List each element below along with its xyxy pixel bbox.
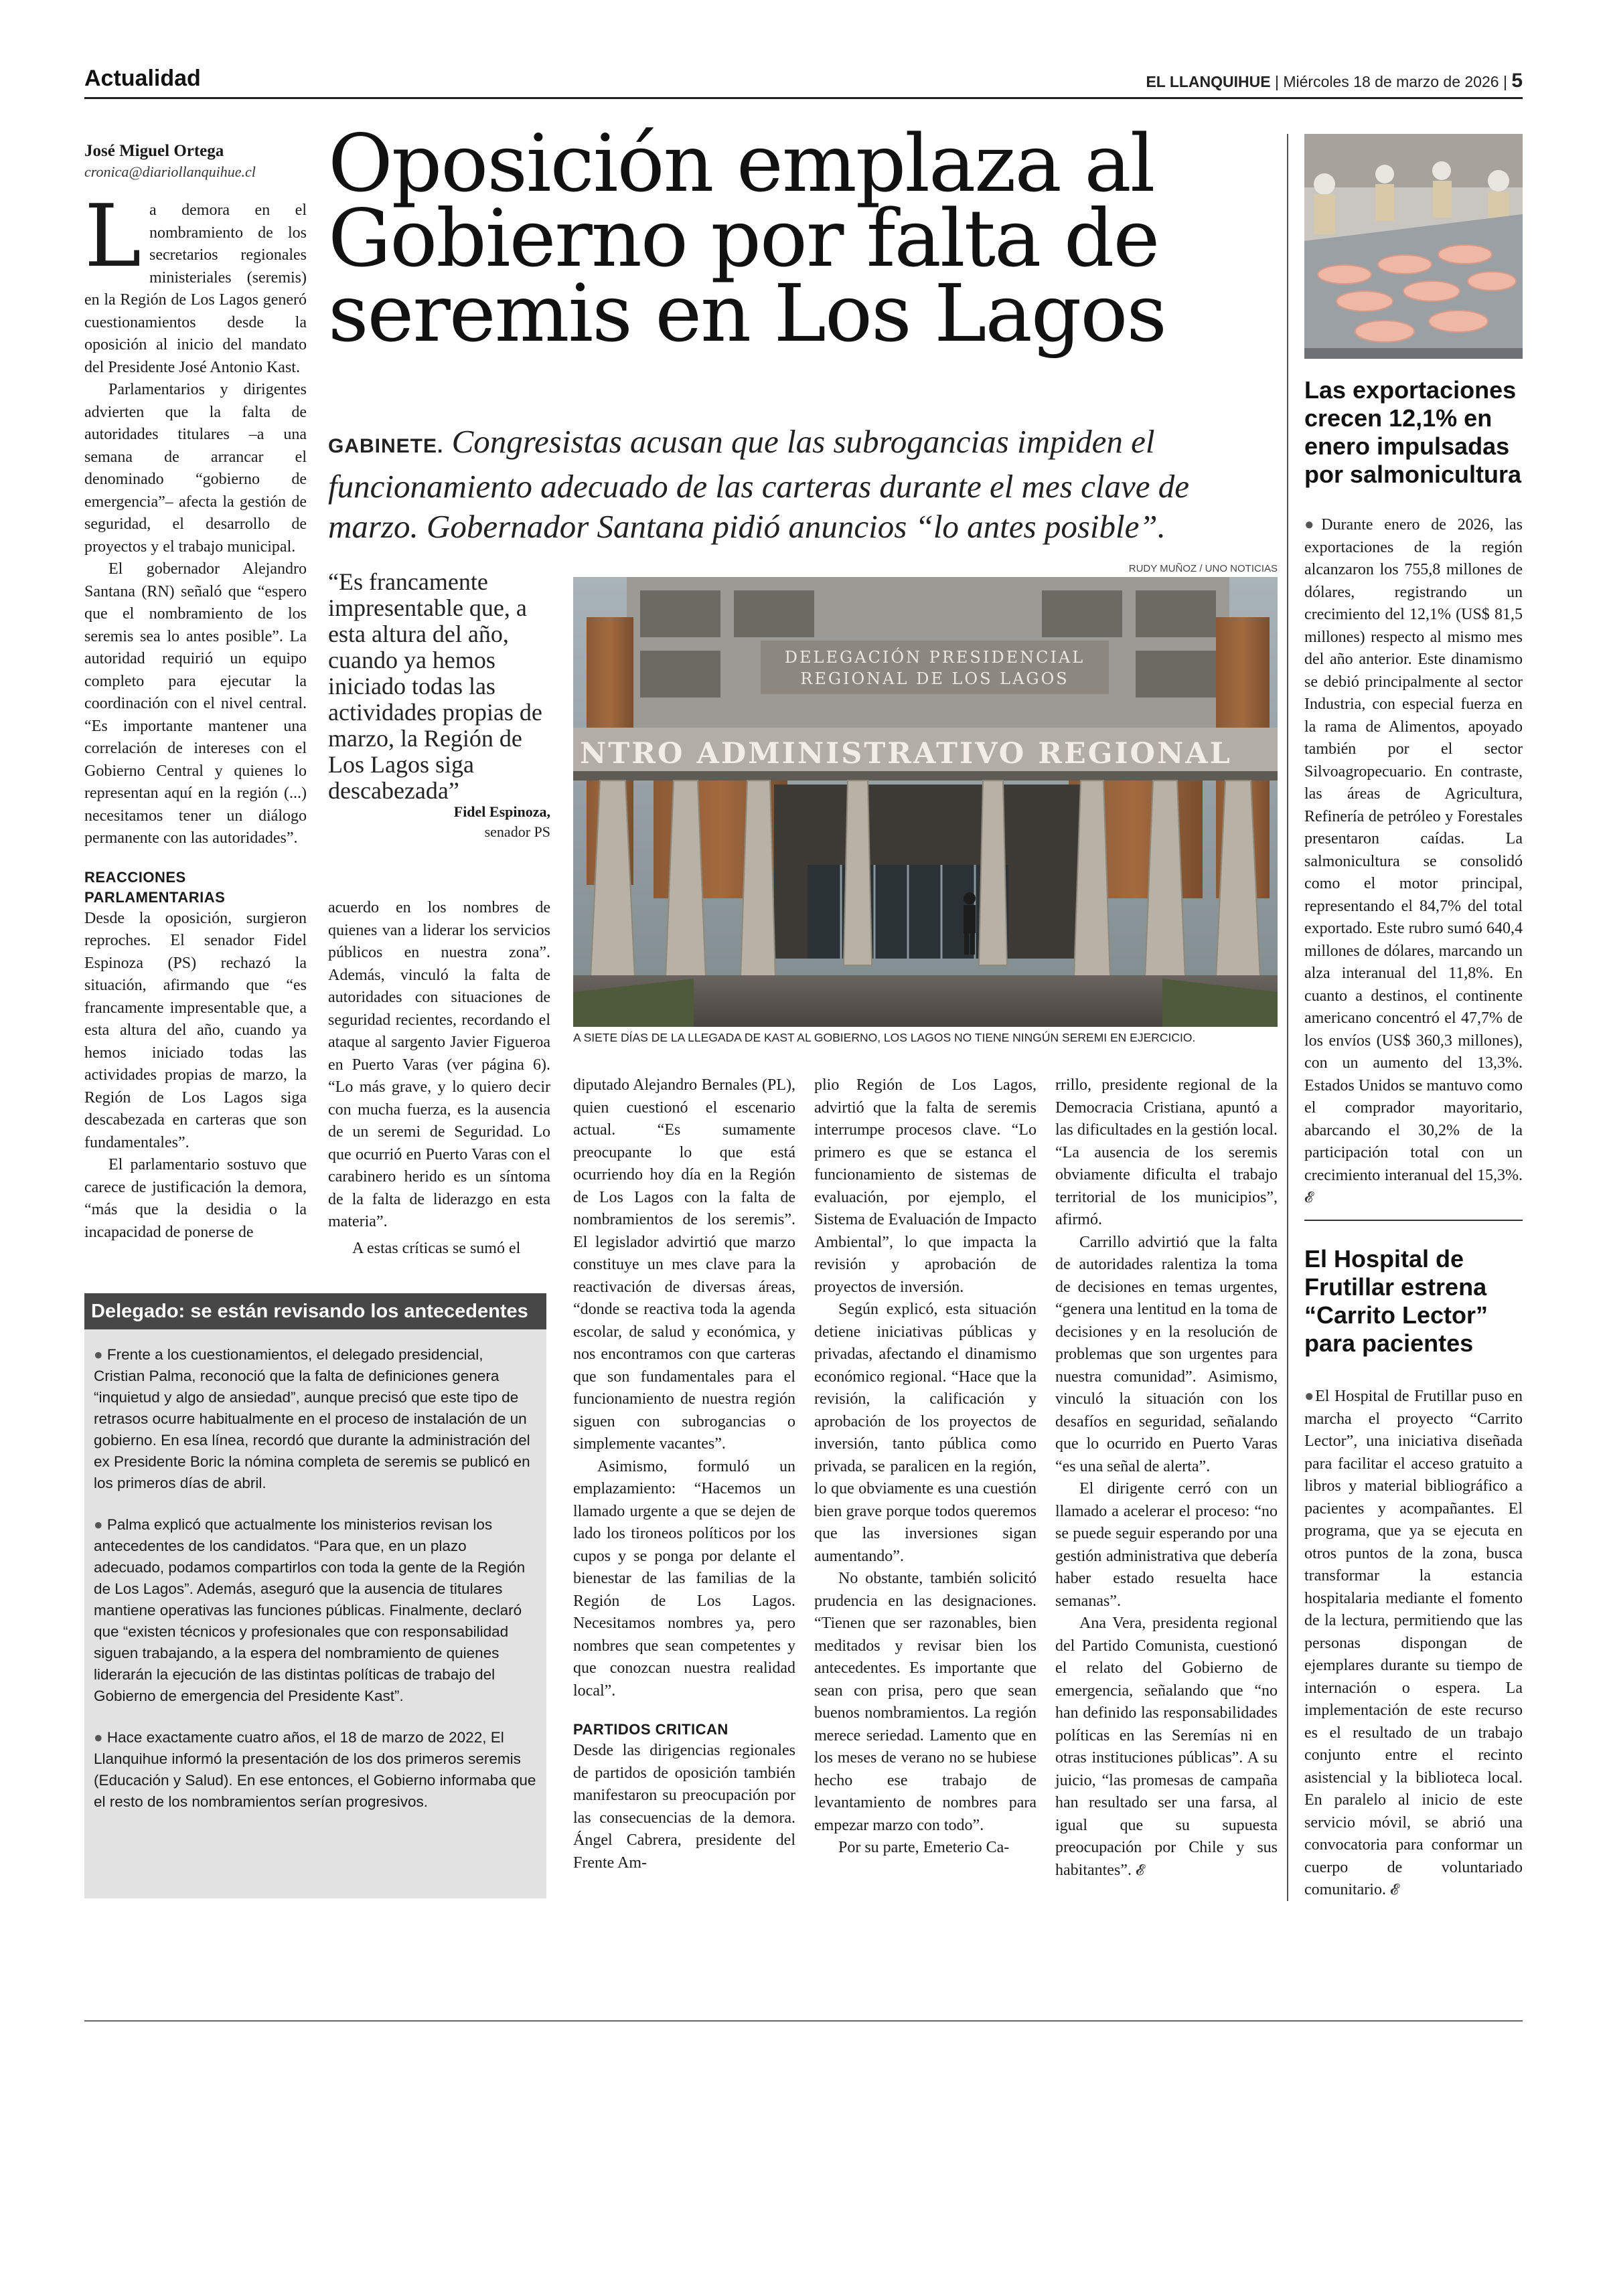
brief-headline-hospital: El Hospital de Frutillar estrena “Carrito Lector” para pacientes [1304,1245,1488,1357]
building-illustration [573,577,1278,1027]
pull-quote-role: senador PS [484,823,550,840]
byline-email: cronica@diariollanquihue.cl [84,163,256,180]
issue-date: Miércoles 18 de marzo de 2026 [1283,73,1499,90]
sidebar-bullet-item: ● Palma explicó que actualmente los ministerios revisan los antecedentes de los candidatos. “Para que, en un plazo adecuado, podamos compartirlos con toda la gente de la Región de Los Lagos”. Además, aseguró que la ausencia de titulares mantiene operativas las funciones públicas. Finalmente, declaró que “existen técnicos y profesionales que con responsabilidad siguen trabajando, a la espera del nombramiento de quienes liderarán la ejecución de las distintas políticas de trabajo del Gobierno de emergencia del Presidente Kast”. [94,1516,526,1704]
building-photo [573,577,1278,1027]
article-paragraph: Según explicó, esta situación detiene iniciativas públicas y privadas, afectando el dinamismo económico regional. “Hace que la revisión, la calificación y aprobación de los proyectos de inversión, tanto pública como privada, se paralicen en la región, lo que obviamente es una cuestión bien grave porque todos queremos que las inversiones sigan aumentando”. [814,1301,1037,1565]
separator: | [1503,73,1512,90]
article-paragraph: Carrillo advirtió que la falta de autoridades ralentiza la toma de decisiones en temas urgentes, “genera una lentitud en la toma de decisiones y en la resolución de problemas que son urgentes para nuestra comunidad”. Asimismo, vinculó la situación con los desafíos en seguridad, señalando que lo ocurrido en Puerto Varas “es una señal de alerta”. [1055,1233,1278,1475]
article-paragraph: Parlamentarios y dirigentes advierten que la falta de autoridades titulares –a una semana de arrancar el denominado “gobierno de emergencia”– afecta la gestión de seguridad, el desarrollo de proyectos y el trabajo municipal. [84,381,307,556]
header-divider [84,97,1523,99]
article-paragraph: El gobernador Alejandro Santana (RN) señaló que “espero que el nombramiento de los seremis sea lo antes posible”. La autoridad requirió un equipo completo para ejecutar la coordinación con el nivel central. “Es importante mantener una correlación de intereses con el Gobierno Central y quienes lo representan aquí en la región (...) necesitamos tener un diálogo permanente con las autoridades”. [84,560,307,847]
salmon-plant-photo [1304,134,1523,359]
bullet-icon: ● [94,1516,103,1533]
article-column-5 [1055,1074,1278,1882]
pull-quote-author: Fidel Espinoza, [453,803,550,820]
brief-body-hospital: ●El Hospital de Frutillar puso en marcha el proyecto “Carrito Lector”, una iniciativa diseñada para facilitar el acceso gratuito a libros y material bibliográfico a pacientes y acompañantes. El programa, que ya se ejecuta en otros puntos de la zona, busca transformar la estancia hospitalaria mediante el fomento de la lectura, permitiendo que las personas dispongan de ejemplares durante su tiempo de internación o espera. La implementación de este recurso es el resultado de un trabajo conjunto entre el recinto asistencial y la biblioteca local. En paralelo al inicio de este servicio móvil, se abrió una convocatoria para conformar un cuerpo de voluntariado comunitario. 𝓔 [1304,1388,1523,1898]
brief-body-exports: ●Durante enero de 2026, las exportaciones de la región alcanzaron los 755,8 millones de dólares, registrando un crecimiento del 12,1% (US$ 81,5 millones) respecto al mismo mes del año anterior. Este dinamismo se debió principalmente al sector Industria, con especial fuerza en la rama de Alimentos, apoyado también por el sector Silvoagropecuario. En contraste, las áreas de Agricultura, Refinería de petróleo y Forestales presentaron caídas. La salmonicultura se consolidó como el motor principal, representando el 84,7% del total exportado. Este rubro sumó 640,4 millones de dólares, marcando un alza interanual del 11,8%. En cuanto a destinos, el continente americano concentró el 47,7% de los envíos (US$ 360,3 millones), con un aumento del 13,3%. Estados Unidos se mantuvo como el comprador mayoritario, abarcando el 30,2% de la participación total con un crecimiento interanual del 15,3%. 𝓔 [1304,516,1523,1206]
page-header-info [1146,70,1523,92]
bullet-icon: ● [94,1729,103,1746]
lead-paragraph: La demora en el nombramiento de los secretarios regionales ministeriales (seremis) en la Región de Los Lagos generó cuestionamientos desde la oposición al inicio del mandato del Presidente José Antonio Kast. [84,187,307,376]
section-label: Actualidad [84,66,201,91]
publication-name: EL LLANQUIHUE [1146,73,1271,90]
article-column-2 [328,897,550,1260]
deck-text: Congresistas acusan que las subrogancias impiden el funcionamiento adecuado de las carteras durante el mes clave de marzo. Gobernador Santana pidió anuncios “lo antes posible”. [328,423,1189,545]
column-divider [1287,134,1288,1901]
sidebar-box-body [84,1329,546,1898]
brief-headline-exports: Las exportaciones crecen 12,1% en enero impulsadas por salmonicultura [1304,376,1522,488]
sign-upper-line-2: REGIONAL DE LOS LAGOS [800,669,1069,688]
article-paragraph: Por su parte, Emeterio Ca- [838,1839,1010,1856]
subhead-reacciones: REACCIONES PARLAMENTARIAS [84,868,226,906]
pull-quote: “Es francamente impresentable que, a esta altura del año, cuando ya hemos iniciado todas las actividades propias de marzo, la Región de Los Lagos siga descabezada” [328,568,542,804]
footer-divider [84,2020,1523,2022]
bullet-icon: ● [1304,516,1322,534]
article-paragraph: A estas críticas se sumó el [352,1239,521,1257]
photo-credit: RUDY MUÑOZ / UNO NOTICIAS [1128,563,1278,574]
separator: | [1274,73,1284,90]
article-paragraph: diputado Alejandro Bernales (PL), quien cuestionó el escenario actual. “Es sumamente preocupante lo que está ocurriendo hoy día en la Región de Los Lagos con la falta de nombramientos de los seremis”. El legislador advirtió que marzo constituye un mes clave para la reactivación de diversas áreas, “donde se reactiva toda la agenda escolar, de salud y económica, y nos encontramos con que carteras que son fundamentales para el funcionamiento de nuestra región siguen con subrogancias o simplemente vacantes”. [573,1076,795,1453]
bullet-icon: ● [1304,1388,1316,1405]
article-paragraph: Asimismo, formuló un emplazamiento: “Hacemos un llamado urgente a que se dejen de lado los tironeos políticos por los cupos y se ponga por delante el bienestar de las familias de la Región de Los Lagos. Necesitamos nombres ya, pero nombres que sean competentes y que conozcan nuestra realidad local”. [573,1457,795,1700]
article-column-4 [814,1074,1037,1860]
page-number: 5 [1511,70,1523,92]
end-of-article-icon: 𝓔 [1304,1190,1313,1206]
end-of-article-icon: 𝓔 [1389,1882,1399,1898]
article-paragraph: Ana Vera, presidenta regional del Partido Comunista, cuestionó el relato del Gobierno de emergencia, señalando que “no han definido las responsabilidades políticas en las Seremías ni en otras instituciones públicas”. A su juicio, “las promesas de campaña han resultado ser una farsa, al igual que su supuesta preocupación por Chile y sus habitantes”. 𝓔 [1055,1615,1278,1879]
article-deck [328,422,1279,547]
bullet-icon: ● [94,1346,103,1363]
article-paragraph: acuerdo en los nombres de quienes van a liderar los servicios públicos en nuestra zona”. Además, vinculó la falta de autoridades con situaciones de seguridad recientes, recordando el ataque al sargento Javier Figueroa en Puerto Varas (ver página 6). “Lo más grave, y lo quiero decir con mucha fuerza, es la ausencia de un seremi de Seguridad. Lo que ocurrió en Puerto Varas con el carabinero herido es un síntoma de la falta de liderazgo en esta materia”. [328,899,550,1230]
article-paragraph: plio Región de Los Lagos, advirtió que la falta de seremis interrumpe procesos clave. “Lo primero es que se estanca el funcionamiento de sistemas de evaluación, por ejemplo, el Sistema de Evaluación de Impacto Ambiental”, lo que impacta la revisión y aprobación de proyectos de inversión. [814,1076,1037,1296]
brief-divider [1304,1220,1523,1221]
subhead-partidos: PARTIDOS CRITICAN [573,1721,729,1738]
article-paragraph: Desde la oposición, surgieron reproches. El senador Fidel Espinoza (PS) rechazó la situación, afirmando que “es francamente impresentable que, a esta altura del año, cuando ya hemos iniciado todas las actividades propias de marzo, la Región de Los Lagos siga descabezada en carteras que son fundamentales”. [84,909,307,1151]
sign-upper-line-1: DELEGACIÓN PRESIDENCIAL [784,648,1085,667]
article-column-1 [84,187,307,1244]
article-paragraph: Desde las dirigencias regionales de partidos de oposición también manifestaron su preocupación por las consecuencias de la demora. Ángel Cabrera, presidente del Frente Am- [573,1742,795,1872]
byline-author: José Miguel Ortega [84,142,224,160]
end-of-article-icon: 𝓔 [1135,1862,1144,1879]
photo-caption: A SIETE DÍAS DE LA LLEGADA DE KAST AL GOBIERNO, LOS LAGOS NO TIENE NINGÚN SEREMI EN EJERCICIO. [573,1031,1196,1044]
sidebar-bullet-item: ● Hace exactamente cuatro años, el 18 de marzo de 2022, El Llanquihue informó la presentación de los dos primeros seremis (Educación y Salud). En ese entonces, el Gobierno informaba que el resto de los nombramientos serían progresivos. [94,1729,536,1810]
article-paragraph: El dirigente cerró con un llamado a acelerar el proceso: “no se puede seguir esperando por una gestión administrativa que debería haber estado resuelta hace semanas”. [1055,1480,1278,1610]
sidebar-box-title: Delegado: se están revisando los antecedentes [84,1293,546,1329]
article-column-3 [573,1074,795,1874]
article-paragraph: No obstante, también solicitó prudencia en las designaciones. “Tienen que ser razonables, bien meditados y revisar bien los antecedentes. Es importante que sean con prisa, pero que sean buenos nombramientos. La región merece seriedad. Lamento que en los meses de verano no se hubiese hecho ese trabajo de levantamiento de nombres para empezar marzo con todo”. [814,1570,1037,1834]
deck-kicker: GABINETE. [328,435,444,457]
sidebar-bullet-item: ● Frente a los cuestionamientos, el delegado presidencial, Cristian Palma, reconoció que la falta de definiciones genera “inquietud y algo de ansiedad”, aunque precisó que este tipo de retrasos ocurre habitualmente en el proceso de instalación de un gobierno. En esa línea, recordó que durante la administración del ex Presidente Boric la nómina completa de seremis se publicó en los primeros días de abril. [94,1346,530,1491]
main-headline: Oposición emplaza al Gobierno por falta de seremis en Los Lagos [328,117,1166,359]
sign-main: NTRO ADMINISTRATIVO REGIONAL [580,737,1232,770]
drop-cap: L [84,187,141,286]
salmon-plant-illustration [1304,134,1523,359]
article-paragraph: El parlamentario sostuvo que carece de justificación la demora, “más que la desidia o la incapacidad de ponerse de [84,1156,307,1241]
article-paragraph: rrillo, presidente regional de la Democracia Cristiana, apuntó a las dificultades en la gestión local. “La ausencia de los seremis obviamente dificulta el trabajo territorial de los municipios”, afirmó. [1055,1076,1278,1228]
